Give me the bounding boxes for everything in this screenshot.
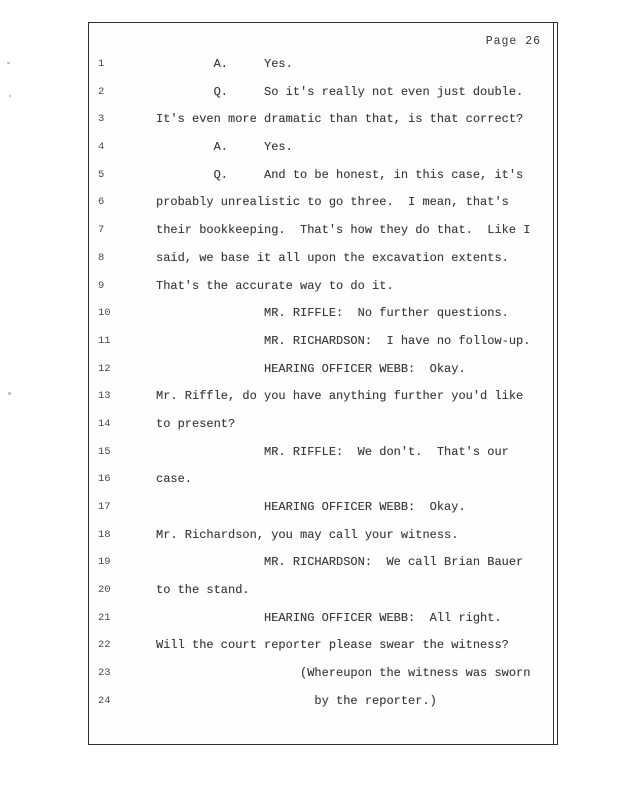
transcript-line [89, 251, 549, 279]
line-text: said, we base it all upon the excavation extents. [156, 250, 509, 265]
transcript-line [89, 445, 549, 473]
transcript-line [89, 694, 549, 722]
line-text: A. Yes. [156, 57, 293, 71]
line-text: to present? [156, 416, 236, 431]
line-text: A. Yes. [156, 140, 293, 155]
line-number: 13 [98, 390, 111, 403]
line-number: 16 [98, 473, 111, 486]
transcript-line [89, 500, 549, 528]
line-number: 5 [98, 168, 105, 181]
transcript-line [89, 223, 549, 251]
transcript-lines [89, 57, 549, 722]
transcript-line [89, 389, 549, 417]
transcript-line [89, 528, 549, 556]
line-number: 18 [98, 528, 111, 541]
transcript-page-frame [88, 22, 558, 745]
line-text: probably unrealistic to go three. I mean, that's [156, 195, 509, 210]
line-text: HEARING OFFICER WEBB: All right. [156, 610, 502, 625]
line-number: 10 [98, 307, 111, 320]
line-number: 11 [98, 334, 111, 347]
line-number: 6 [98, 196, 105, 209]
line-number: 9 [98, 279, 105, 292]
line-text: to the stand. [156, 583, 250, 598]
line-number: 24 [98, 694, 111, 707]
line-text: (Whereupon the witness was sworn [156, 666, 531, 681]
line-text: by the reporter.) [156, 693, 437, 708]
line-number: 8 [98, 251, 105, 264]
transcript-line [89, 334, 549, 362]
line-number: 14 [98, 417, 111, 430]
transcript-line [89, 168, 549, 196]
line-text: Will the court reporter please swear the witness? [156, 638, 509, 653]
transcript-line [89, 555, 549, 583]
transcript-line [89, 583, 549, 611]
transcript-line [89, 279, 549, 307]
line-number: 21 [98, 611, 111, 624]
transcript-line [89, 306, 549, 334]
line-number: 23 [98, 667, 111, 680]
line-text: It's even more dramatic than that, is that correct? [156, 112, 524, 127]
line-text: their bookkeeping. That's how they do that. Like I [156, 223, 531, 238]
line-text: MR. RIFFLE: We don't. That's our [156, 444, 509, 459]
page-number: Page 26 [485, 35, 541, 48]
transcript-line [89, 472, 549, 500]
transcript-line [89, 611, 549, 639]
transcript-line [89, 57, 549, 85]
transcript-line [89, 195, 549, 223]
transcript-line [89, 112, 549, 140]
transcript-line [89, 666, 549, 694]
line-text: Q. So it's really not even just double. [156, 84, 524, 99]
transcript-line [89, 140, 549, 168]
line-number: 3 [98, 113, 105, 126]
scan-speck [7, 62, 10, 64]
line-number: 20 [98, 584, 111, 597]
line-number: 12 [98, 362, 111, 375]
line-text: Mr. Richardson, you may call your witness. [156, 527, 459, 542]
line-number: 22 [98, 639, 111, 652]
transcript-line [89, 638, 549, 666]
line-text: MR. RIFFLE: No further questions. [156, 306, 509, 321]
line-number: 2 [98, 85, 105, 98]
line-text: HEARING OFFICER WEBB: Okay. [156, 500, 466, 514]
line-text: Q. And to be honest, in this case, it's [156, 167, 524, 182]
line-text: MR. RICHARDSON: I have no follow-up. [156, 333, 531, 348]
right-border-line [553, 23, 554, 744]
scan-speck [9, 95, 11, 97]
line-text: MR. RICHARDSON: We call Brian Bauer [156, 555, 524, 570]
transcript-line [89, 85, 549, 113]
line-number: 1 [98, 58, 105, 70]
line-text: Mr. Riffle, do you have anything further you'd like [156, 389, 524, 404]
transcript-line [89, 417, 549, 445]
line-number: 15 [98, 445, 111, 458]
line-number: 7 [98, 224, 105, 237]
line-text: case. [156, 472, 193, 487]
line-text: HEARING OFFICER WEBB: Okay. [156, 361, 466, 376]
scan-speck [8, 392, 11, 395]
line-number: 17 [98, 501, 111, 513]
transcript-line [89, 362, 549, 390]
line-number: 4 [98, 141, 105, 154]
line-text: That's the accurate way to do it. [156, 278, 394, 293]
line-number: 19 [98, 556, 111, 569]
